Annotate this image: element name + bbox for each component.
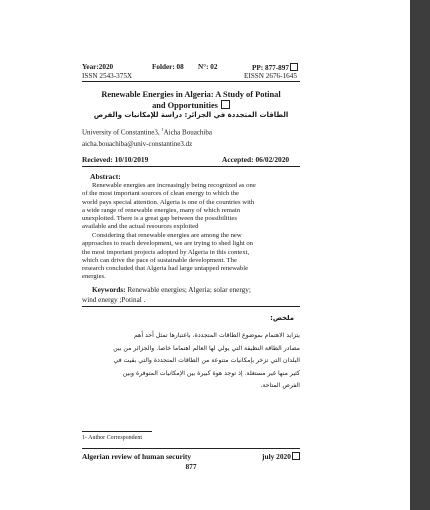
text-line: the most important projects adopted by Algeria in this context, xyxy=(82,248,250,256)
author-affiliation: University of Constantine3, $^1$Aicha Bouachiba xyxy=(82,127,212,137)
eissn-label: EISSN 2676-1645 xyxy=(244,72,297,80)
keywords-divider xyxy=(82,306,300,307)
arabic-text-line: مصادر الطاقة النظيفة التي يولي لها العالم اهتماما خاصا. والجزائر من بين xyxy=(113,344,300,352)
text-line: Renewable energies are increasingly being recognized as one xyxy=(92,182,256,189)
text-line: which can drive the pace of sustainable development. The xyxy=(82,256,237,264)
text-line: research concluded that Algeria had large untapped renewable xyxy=(82,265,249,273)
arabic-text-line: يتزايد الاهتمام بموضوع الطاقات المتجددة، باعتبارها تمثل أحد أهم xyxy=(133,332,300,339)
issn-label: ISSN 2543-375X xyxy=(82,72,133,80)
issue-date: july 2020 xyxy=(262,452,300,461)
page-edge-bar xyxy=(410,0,430,510)
arabic-abstract-heading: ملخص: xyxy=(270,314,294,322)
dates-divider xyxy=(82,166,300,167)
journal-name: Algerian review of human security xyxy=(82,452,192,461)
folder-label: Folder: 08 xyxy=(152,63,184,71)
footnote-divider xyxy=(82,431,152,432)
page-number: 877 xyxy=(185,462,197,471)
checkbox-icon xyxy=(221,100,230,109)
author-email: aicha.bouachiba@univ-constantine3.dz xyxy=(82,140,193,148)
abstract-paragraph-1 xyxy=(82,182,300,232)
arabic-text-line: الفرص المتاحة. xyxy=(260,382,300,389)
arabic-abstract-body xyxy=(82,330,300,393)
keywords-line-2: wind energy ;Potinal . xyxy=(82,296,146,304)
article-title-line1: Renewable Energies in Algeria: A Study of Potinal xyxy=(101,90,281,99)
arabic-text-line: البلدان التي تزخر بإمكانيات متنوعة من الطاقات المتجددة والتي بقيت في xyxy=(113,357,300,364)
text-line: world pays special attention. Algeria is one of the countries with xyxy=(82,198,255,206)
checkbox-icon xyxy=(292,452,300,460)
text-line: energies. xyxy=(82,273,106,281)
arabic-text-line: كثير منها غير مستغلة. إذ توجد هوة كبيرة بين الإمكانيات المتوفرة وبين xyxy=(122,369,300,377)
number-label: N°: 02 xyxy=(198,63,218,71)
received-date: Recieved: 10/10/2019 xyxy=(82,155,149,164)
abstract-paragraph-2 xyxy=(82,232,300,282)
year-label: Year:2020 xyxy=(82,63,114,71)
footer-divider xyxy=(82,448,300,449)
keywords-line-1: Keywords: Renewable energies; Algeria; solar energy; xyxy=(92,286,251,294)
text-line: unexploited. There is a great gap between the possibilities xyxy=(82,215,237,223)
text-line: Considering that renewable energies are among the new xyxy=(92,232,242,239)
text-line: available and the actual resources exploited xyxy=(82,223,199,231)
text-line: a wide range of renewable energies, many of which remain xyxy=(82,206,241,214)
checkbox-icon xyxy=(290,63,298,71)
footnote: 1- Author Correspondent xyxy=(82,435,142,441)
article-title-line2: and Opportunities xyxy=(82,100,300,110)
arabic-title: الطاقات المتجددة في الجزائر: دراسة للإمكانيات والفرص xyxy=(93,111,289,119)
header-divider xyxy=(82,81,300,82)
abstract-heading: Abstract: xyxy=(90,172,121,181)
pages-label: PP: 877-897 xyxy=(252,63,298,72)
accepted-date: Accepted: 06/02/2020 xyxy=(222,155,290,164)
text-line: of the most important sources of clean energy to which the xyxy=(82,190,239,198)
text-line: approaches to reach development, we are trying to shed light on xyxy=(82,240,254,248)
